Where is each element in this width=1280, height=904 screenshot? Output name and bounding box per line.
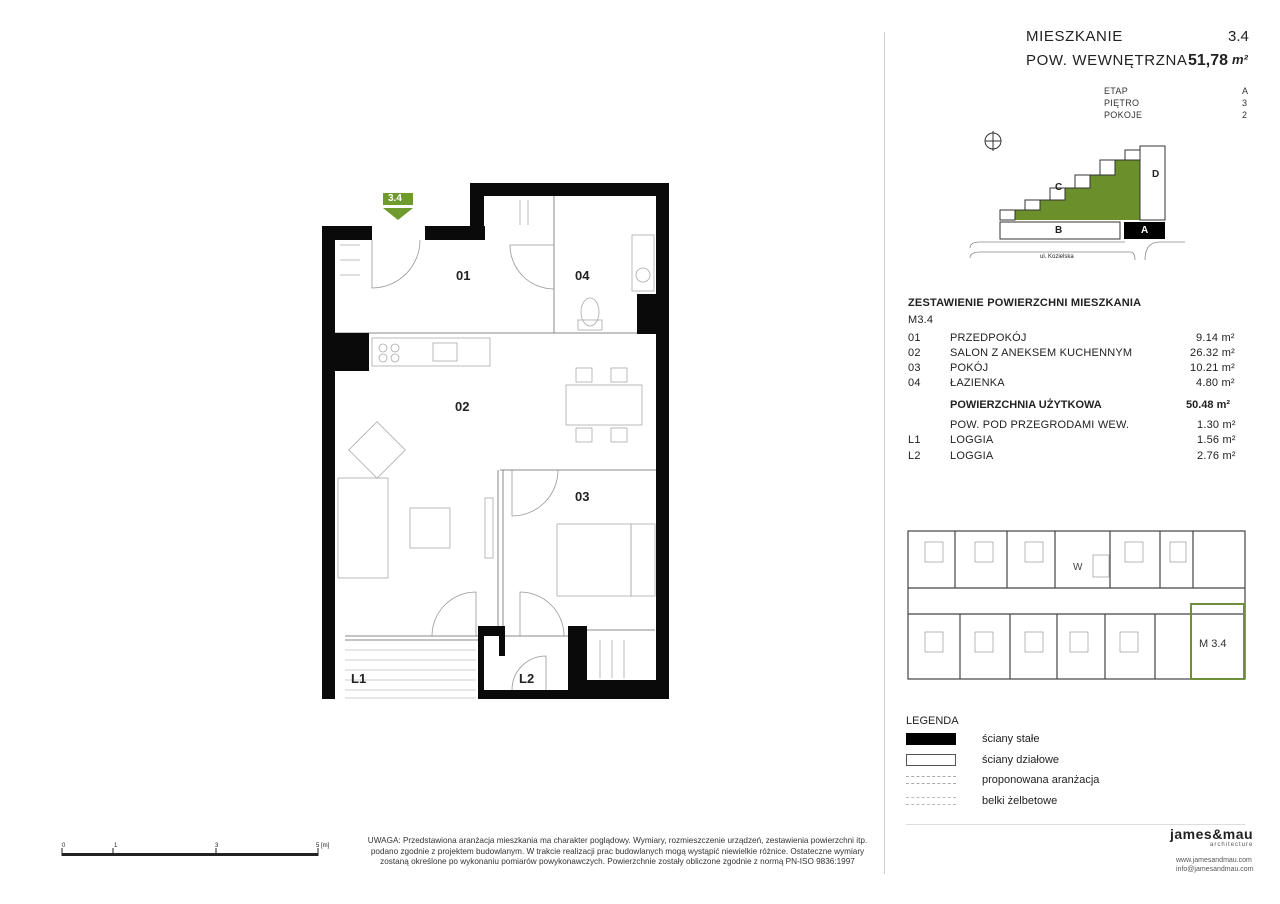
detail-value-pietro: 3 xyxy=(1242,98,1248,108)
north-arrow-icon xyxy=(985,131,1001,151)
area-unit: m² xyxy=(1232,52,1248,67)
summary-extra-area: 1.30 m² xyxy=(1197,419,1236,431)
legend-item-partition: ściany działowe xyxy=(982,754,1060,766)
summary-total-label: POWIERZCHNIA UŻYTKOWA xyxy=(950,399,1102,411)
legend-title: LEGENDA xyxy=(906,715,959,727)
legend-item-bearing: ściany stałe xyxy=(982,733,1040,745)
summary-extra-num: L1 xyxy=(908,434,921,446)
legend-swatch-partition xyxy=(906,754,956,766)
legend-item-beams: belki żelbetowe xyxy=(982,795,1058,807)
scale-bar xyxy=(60,840,350,860)
key-plan-stair-label: W xyxy=(1073,562,1083,573)
legend-item-arrangement: proponowana aranżacja xyxy=(982,774,1100,786)
detail-label-etap: ETAP xyxy=(1104,86,1129,96)
area-label: POW. WEWNĘTRZNA xyxy=(1026,52,1188,69)
room-label-02: 02 xyxy=(455,399,470,414)
summary-row-num: 04 xyxy=(908,377,921,389)
detail-label-pokoje: POKOJE xyxy=(1104,110,1143,120)
key-plan-apartment-label: M 3.4 xyxy=(1199,638,1227,650)
summary-extra-area: 2.76 m² xyxy=(1197,450,1236,462)
summary-row-name: POKÓJ xyxy=(950,362,989,374)
detail-value-pokoje: 2 xyxy=(1242,110,1248,120)
legend-swatch-beams xyxy=(906,797,956,805)
site-building-d-label: D xyxy=(1152,169,1160,180)
summary-row-area: 4.80 m² xyxy=(1196,377,1235,389)
summary-row-num: 03 xyxy=(908,362,921,374)
legend-swatch-bearing xyxy=(906,733,956,745)
room-label-04: 04 xyxy=(575,268,590,283)
site-building-c-label: C xyxy=(1055,182,1063,193)
summary-row-num: 02 xyxy=(908,347,921,359)
storey-key-plan xyxy=(905,522,1250,682)
brand-email: info@jamesandmau.com xyxy=(1176,866,1254,873)
apartment-label: MIESZKANIE xyxy=(1026,28,1123,45)
summary-row-name: SALON Z ANEKSEM KUCHENNYM xyxy=(950,347,1133,359)
area-value: 51,78 xyxy=(1188,52,1229,69)
summary-row-name: ŁAZIENKA xyxy=(950,377,1005,389)
scale-tick-0: 0 xyxy=(62,843,66,849)
building-d xyxy=(1140,146,1165,220)
apartment-number: 3.4 xyxy=(1228,28,1249,45)
detail-label-pietro: PIĘTRO xyxy=(1104,98,1140,108)
summary-code: M3.4 xyxy=(908,314,934,326)
scale-tick-1: 1 xyxy=(114,843,118,849)
summary-row-num: 01 xyxy=(908,332,921,344)
summary-extra-name: POW. POD PRZEGRODAMI WEW. xyxy=(950,419,1130,431)
summary-extra-num: L2 xyxy=(908,450,921,462)
summary-row-area: 26.32 m² xyxy=(1190,347,1236,359)
site-street-label: ul. Kozielska xyxy=(1040,254,1074,260)
scale-tick-5: 5 [m] xyxy=(316,843,330,849)
detail-value-etap: A xyxy=(1242,86,1249,96)
disclaimer-note: UWAGA: Przedstawiona aranżacja mieszkania ma charakter poglądowy. Wymiary, rozmieszczenie urządzeń, zestawienia powierzchni itp. podano zgodnie z projektem budowlanym. W trakcie realizacji prac budowlanych mogą wystąpić niewielkie różnice. Ostateczne wymiary zostaną określone po wykonaniu pomiarów powykonawczych. Powierzchnie zostały obliczone zgodnie z normą PN-ISO 9836:1997 xyxy=(367,836,868,866)
summary-row-area: 9.14 m² xyxy=(1196,332,1235,344)
scale-tick-3: 3 xyxy=(215,843,219,849)
summary-title: ZESTAWIENIE POWIERZCHNI MIESZKANIA xyxy=(908,297,1142,309)
brand-logo: james&mau xyxy=(1170,826,1254,842)
room-label-l2: L2 xyxy=(519,671,535,686)
vertical-divider xyxy=(884,32,885,874)
footer-divider xyxy=(906,824,1246,825)
room-label-03: 03 xyxy=(575,489,590,504)
brand-website: www.jamesandmau.com xyxy=(1176,857,1252,864)
summary-row-name: PRZEDPOKÓJ xyxy=(950,332,1027,344)
summary-extra-area: 1.56 m² xyxy=(1197,434,1236,446)
site-building-b-label: B xyxy=(1055,225,1063,236)
room-label-l1: L1 xyxy=(351,671,367,686)
room-label-01: 01 xyxy=(456,268,471,283)
summary-row-area: 10.21 m² xyxy=(1190,362,1236,374)
summary-total-value: 50.48 m² xyxy=(1186,399,1231,411)
entry-marker-label: 3.4 xyxy=(388,193,402,204)
bearing-walls xyxy=(322,183,669,699)
summary-extra-name: LOGGIA xyxy=(950,450,994,462)
summary-extra-name: LOGGIA xyxy=(950,434,994,446)
brand-subtitle: architecture xyxy=(1210,842,1254,848)
site-plan xyxy=(930,130,1200,270)
legend-swatch-arrangement xyxy=(906,776,956,784)
site-building-a-label: A xyxy=(1141,225,1149,236)
